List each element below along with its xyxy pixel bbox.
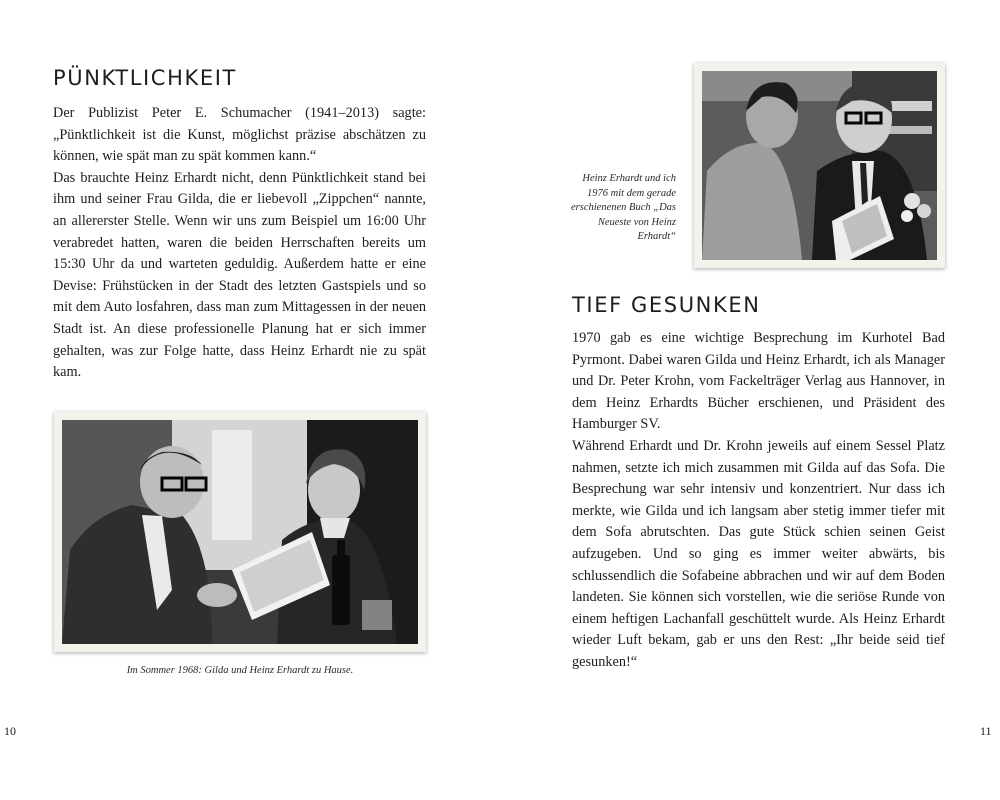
paragraph: Während Erhardt und Dr. Krohn jeweils auf einem Sessel Platz nahmen, setzte ich mich zusammen mit Gilda auf das Sofa. Die Besprechung war sehr intensiv und konzentriert. Nur dass ich merkte, wie Gilda und ich langsam aber stetig immer tiefer mit dem Sofa abrutschten. Das gute Stück schien seinen Geist aufzugeben. Und so ging es immer weiter abwärts, bis schlussendlich die Sofabeine abbrachen und wir auf dem Boden landeten. Sie können sich vorstellen, wie die seriöse Runde von einem heftigen Lachanfall geschüttelt wurde. Als Heinz Erhardt wieder Luft bekam, gab er uns den Rest: „Ihr beide seid tief gesunken!“ [572,437,945,670]
photo-image [62,420,418,644]
page-number: 10 [4,724,16,738]
photo-caption: Im Sommer 1968: Gilda und Heinz Erhardt zu Hause. [126,665,354,676]
section-heading-tief-gesunken: TIEF GESUNKEN [572,293,761,317]
photo-heinz-erhardt-1976 [694,63,945,268]
section-heading-puenktlichkeit: PÜNKTLICHKEIT [53,66,237,90]
photo-image [702,71,937,260]
paragraph: Das brauchte Heinz Erhardt nicht, denn Pünktlichkeit stand bei ihm und seiner Frau Gilda, die er liebevoll „Zippchen“ nannte, an allererster Stelle. Wenn wir uns zum Beispiel um 16:00 Uhr verabredet hatten, waren die beiden Herrschaften bereits um 15:30 Uhr da und warteten geduldig. Außerdem hatte er eine Devise: Frühstücken in der Stadt des letzten Gastspiels und so mit dem Auto losfahren, dass man zum Mittagessen in der neuen Stadt ist. An diese professionelle Planung hat er sich immer gehalten, was zur Folge hatte, dass Heinz Erhardt nie zu spät kam. [53,169,426,381]
photo-gilda-heinz-1968 [54,412,426,652]
right-page [500,0,1000,800]
body-text-tief-gesunken [572,328,945,674]
paragraph: 1970 gab es eine wichtige Besprechung im Kurhotel Bad Pyrmont. Dabei waren Gilda und Heinz Erhardt, ich als Manager und Dr. Peter Krohn, vom Fackelträger Verlag aus Hannover, in dem Heinz Erhardts Bücher erschienen, und Präsident des Hamburger SV. [572,330,945,433]
paragraph: Der Publizist Peter E. Schumacher (1941–2013) sagte: „Pünktlichkeit ist die Kunst, möglichst präzise abschätzen zu können, wie spät man zu spät kommen kann.“ [53,105,426,165]
body-text-puenktlichkeit [53,103,426,384]
photo-caption: Heinz Erhardt und ich 1976 mit dem gerade erschienenen Buch „Das Neueste von Heinz Erhardt“ [571,173,676,242]
page-number: 11 [980,724,992,738]
